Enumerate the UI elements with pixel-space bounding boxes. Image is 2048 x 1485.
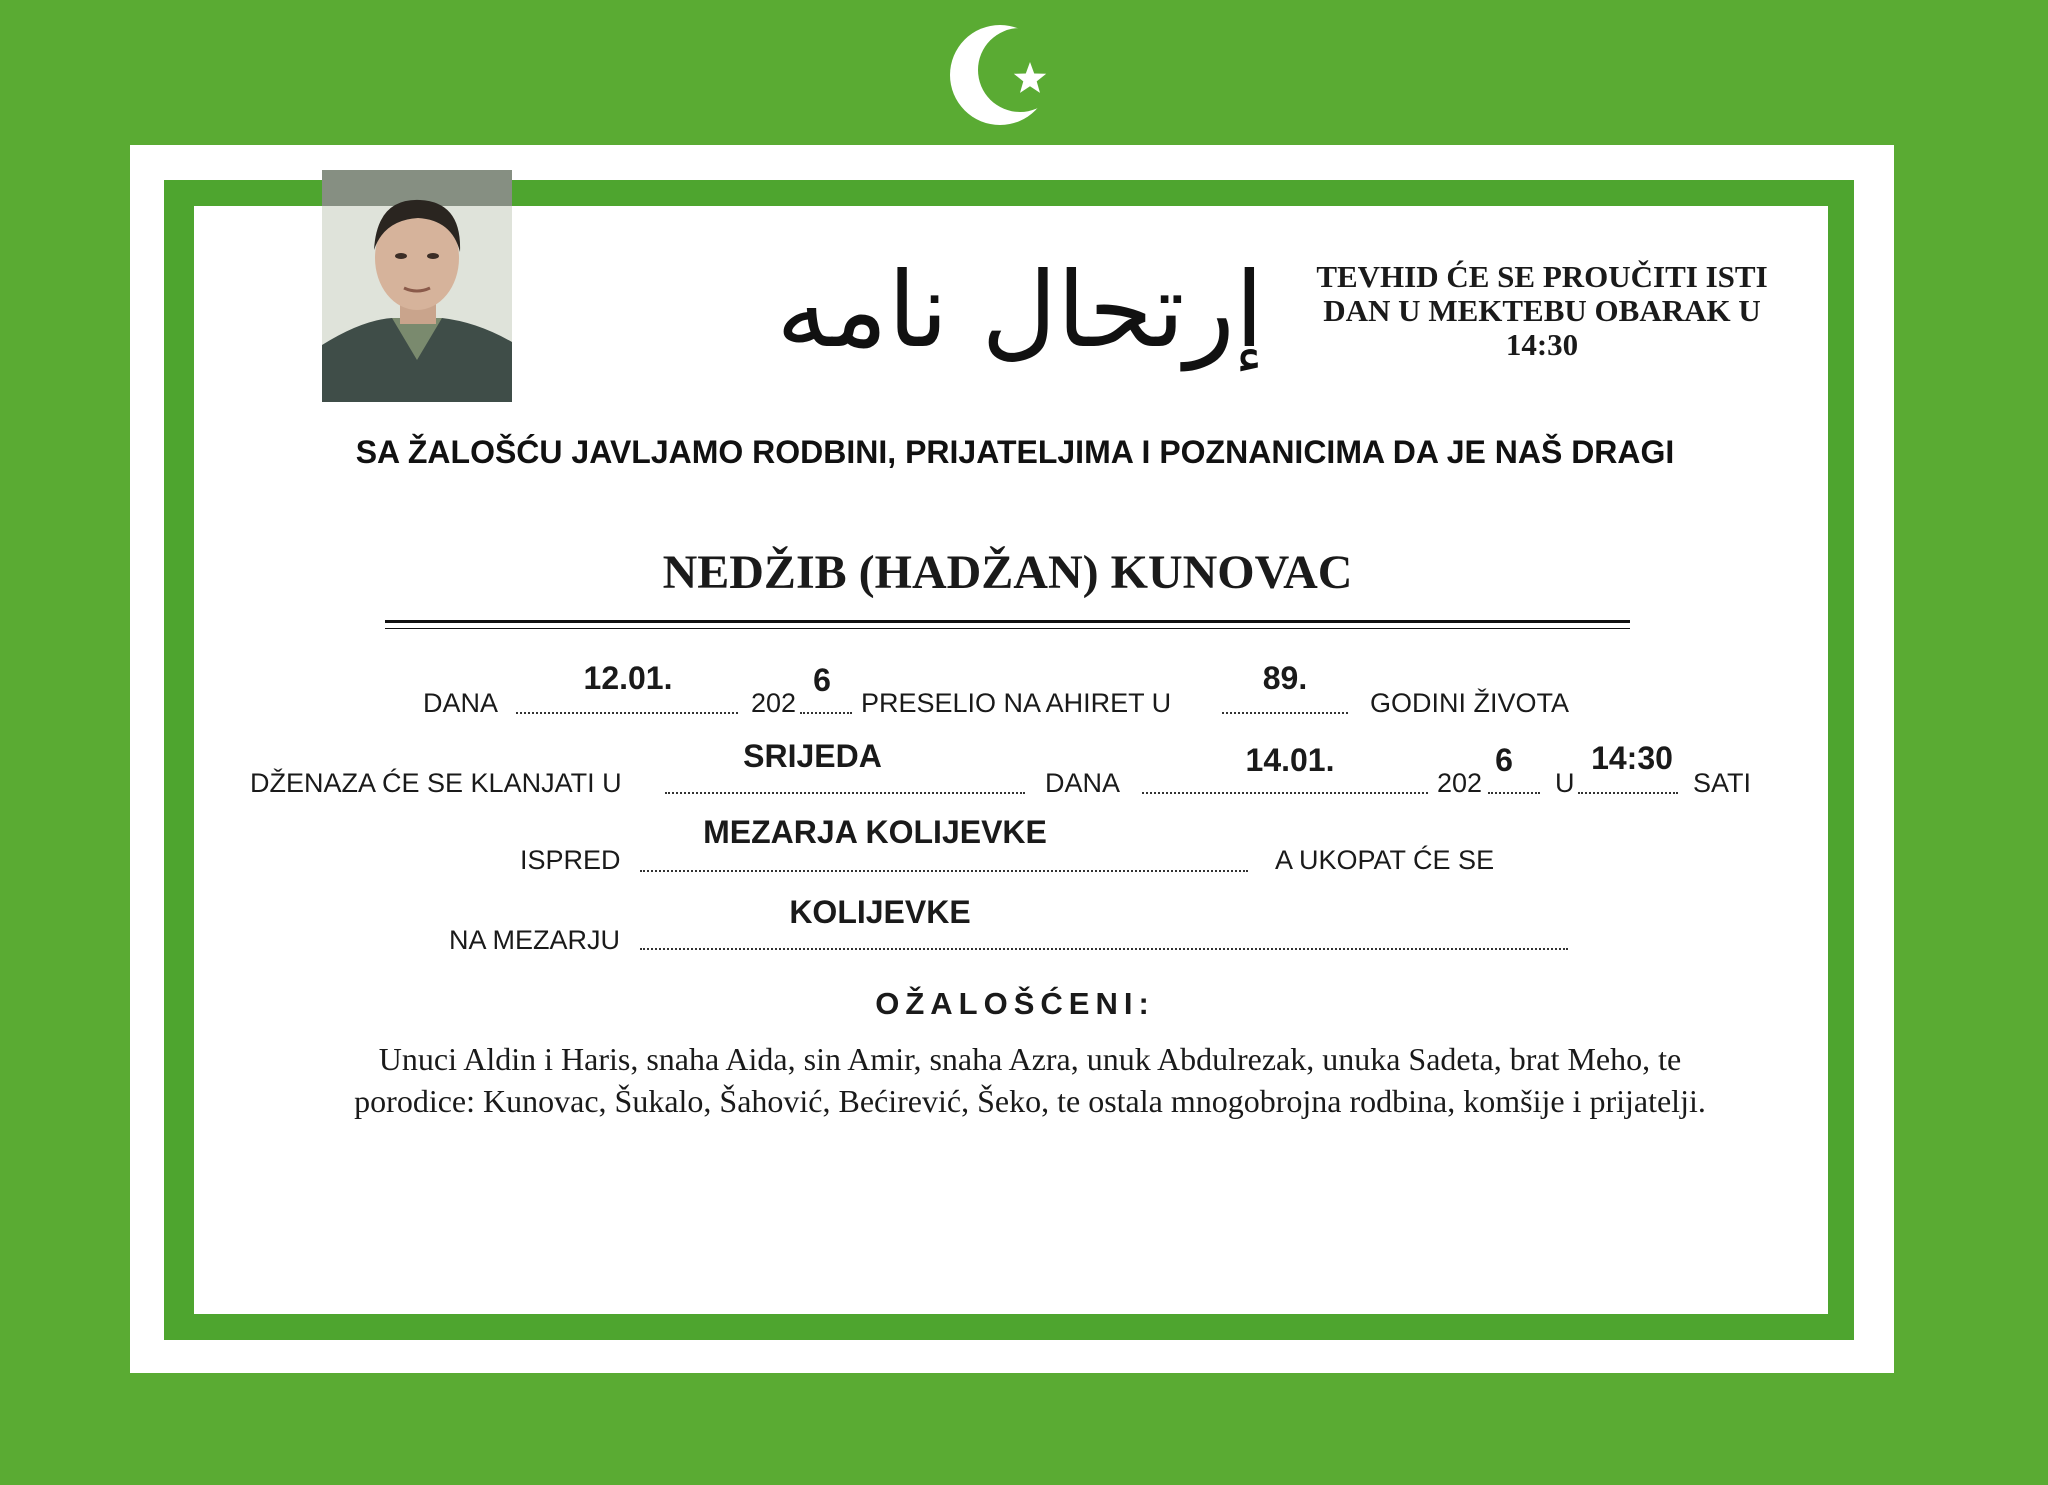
death-year-digit: 6 [813,662,831,698]
mourners-list [230,1038,1830,1122]
label-dzenaza: DŽENAZA ĆE SE KLANJATI U [250,768,622,798]
burial-cemetery: KOLIJEVKE [789,894,971,930]
tevhid-line-1: TEVHID ĆE SE PROUČITI ISTI [1316,259,1768,294]
death-date: 12.01. [583,660,673,696]
label-year-prefix: 202 [751,688,797,718]
tevhid-line-2: DAN U MEKTEBU OBARAK U [1323,293,1761,328]
announcement-intro: SA ŽALOŠĆU JAVLJAMO RODBINI, PRIJATELJIMA I POZNANICIMA DA JE NAŠ DRAGI [355,434,1675,470]
dotted-line [640,948,1568,950]
funeral-time: 14:30 [1591,740,1673,776]
deceased-name: NEDŽIB (HADŽAN) KUNOVAC [662,546,1353,599]
dotted-line [800,712,852,714]
age-value: 89. [1262,660,1308,696]
dotted-line [1142,792,1428,794]
funeral-weekday: SRIJEDA [743,738,882,774]
name-underline-thin [385,628,1630,629]
dotted-line [640,870,1248,872]
label-godini-zivota: GODINI ŽIVOTA [1370,688,1570,718]
label-preselio: PRESELIO NA AHIRET U [861,688,1172,718]
dotted-line [665,792,1025,794]
portrait-photo [322,170,512,402]
crescent-star-icon [948,20,1068,130]
mourners-line-2: porodice: Kunovac, Šukalo, Šahović, Bećirević, Šeko, te ostala mnogobrojna rodbina, komšije i prijatelji. [354,1083,1706,1119]
dotted-line [516,712,738,714]
mourners-heading: OŽALOŠĆENI: [875,986,1155,1021]
label-year-prefix: 202 [1437,768,1483,798]
dotted-line [1578,792,1678,794]
label-u: U [1555,768,1575,798]
tevhid-line-3: 14:30 [1505,327,1579,362]
name-underline [385,620,1630,623]
funeral-location: MEZARJA KOLIJEVKE [703,814,1047,850]
mourners-line-1: Unuci Aldin i Haris, snaha Aida, sin Amir, snaha Azra, unuk Abdulrezak, unuka Sadeta, brat Meho, te [378,1041,1682,1077]
funeral-year-digit: 6 [1495,742,1513,778]
label-ukopat: A UKOPAT ĆE SE [1275,845,1495,875]
label-na-mezarju: NA MEZARJU [449,925,621,955]
dotted-line [1222,712,1348,714]
dotted-line [1488,792,1540,794]
tevhid-notice [1282,260,1802,362]
label-sati: SATI [1693,768,1752,798]
label-dana: DANA [1045,768,1121,798]
funeral-date: 14.01. [1245,742,1335,778]
label-ispred: ISPRED [520,845,621,875]
arabic-heading: إرتحال نامه [776,249,1264,371]
label-dana: DANA [423,688,499,718]
